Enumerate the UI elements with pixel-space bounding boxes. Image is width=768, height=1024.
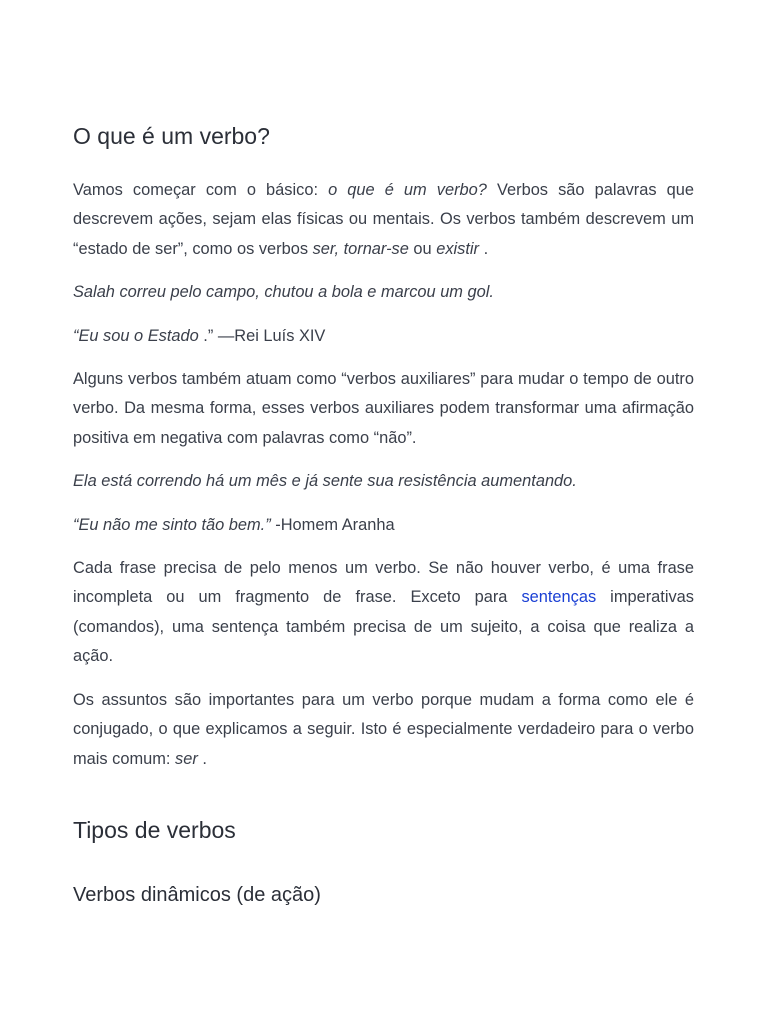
example-estado [73,322,694,351]
example-homem-aranha-quote: “Eu não me sinto tão bem.” [73,515,271,534]
paragraph-auxiliary: Alguns verbos também atuam como “verbos auxiliares” para mudar o tempo de outro verbo. Da mesma forma, esses verbos auxiliares podem transformar uma afirmação positiva em negativa com palavras como “não”. [73,370,694,447]
sentence-text-a: Cada frase precisa de pelo menos um verbo. Se não houver verbo, é uma frase incompleta ou um fragmento de frase. Exceto para [73,559,694,607]
example-salah-text: Salah correu pelo campo, chutou a bola e marcou um gol. [73,283,494,302]
heading-what-is-verb: O que é um verbo? [73,123,270,149]
example-homem-aranha [73,511,694,540]
paragraph-intro [73,176,694,264]
subjects-italic-ser: ser [175,749,198,768]
heading-types-of-verbs: Tipos de verbos [73,816,236,843]
sentence-text-b: imperativas (comandos), uma sentença também precisa de um sujeito, a coisa que realiza a ação. [73,588,694,666]
heading-dynamic-verbs: Verbos dinâmicos (de ação) [73,883,321,906]
subjects-text-a: Os assuntos são importantes para um verbo porque mudam a forma como ele é conjugado, o que explicamos a seguir. Isto é especialmente verdadeiro para o verbo mais comum: [73,690,694,768]
example-ela [73,467,694,496]
sentencas-link[interactable]: sentenças [521,588,597,607]
intro-text-e: ou [408,239,437,258]
intro-italic-question: o que é um verbo? [328,181,487,199]
intro-text-a: Vamos começar com o básico: [73,181,329,199]
paragraph-subjects [73,686,694,774]
intro-text-g: . [479,239,489,258]
document-page [73,120,694,910]
paragraph-every-sentence [73,554,694,672]
example-salah [73,278,694,307]
intro-italic-ser: ser, tornar-se [312,239,409,258]
intro-italic-existir: existir [436,239,480,258]
example-estado-quote: “Eu sou o Estado [73,326,199,345]
intro-text-c: Verbos são palavras que descrevem ações, sejam elas físicas ou mentais. Os verbos também descrevem um “estado de ser”, como os verbos [73,181,694,258]
example-homem-aranha-author: -Homem Aranha [270,515,395,534]
example-estado-author: .” —Rei Luís XIV [198,326,326,345]
example-ela-text: Ela está correndo há um mês e já sente sua resistência aumentando. [73,472,577,491]
subjects-text-c: . [197,749,207,768]
